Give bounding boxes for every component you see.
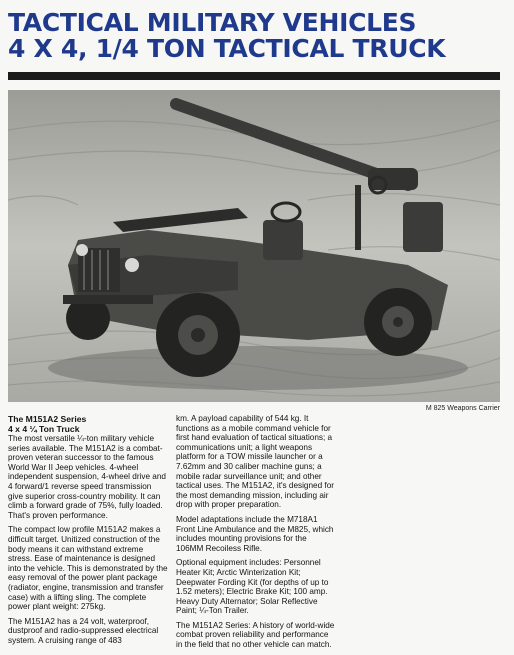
paragraph: km. A payload capability of 544 kg. It functions as a mobile command vehicle for first hand evaluation of tactical situations; a communications unit; a light weapons platform for a TOW missile launcher or a 7.62mm and 30 caliber machine guns; a mobile radar surveillance unit; and other tactical uses. The M151A2, it's designed for the most demanding mission, including air drop with proper preparation. xyxy=(176,414,334,510)
paragraph: The compact low profile M151A2 makes a difficult target. Unitized construction of the body means it can withstand extreme stress. Ease of maintenance is designed into the vehicle. This is demonstrated by the easy removal of the power plant package (radiator, engine, transmission and transfer case) with a lifting sling. The complete power plant weight: 275kg. xyxy=(8,525,168,612)
header-rule xyxy=(8,72,500,80)
paragraph: Model adaptations include the M718A1 Front Line Ambulance and the M825, which includes mounting provisions for the 106MM Recoiless Rifle. xyxy=(176,514,334,553)
vehicle-illustration xyxy=(8,90,500,402)
vehicle-photo xyxy=(8,90,500,402)
section-heading: The M151A2 Series xyxy=(8,414,87,424)
section-subheading: 4 x 4 ¼ Ton Truck xyxy=(8,424,80,434)
text-column-1 xyxy=(8,414,168,650)
title-line-1: TACTICAL MILITARY VEHICLES xyxy=(8,8,417,37)
photo-caption: M 825 Weapons Carrier xyxy=(425,405,500,412)
paragraph: The M151A2 has a 24 volt, waterproof, dustproof and radio-suppressed electrical system. A cruising range of 483 xyxy=(8,616,159,645)
page-header xyxy=(8,10,508,62)
text-column-2 xyxy=(176,414,336,655)
paragraph: The most versatile ¼-ton military vehicle series available. The M151A2 is a combat-proven veteran successor to the famous World War II Jeep vehicles. 4-wheel independent suspension, 4-wheel drive and 4 forward/1 reverse speed transmission give superior cross-country mobility. It can climb a forward grade of 75%, fully loaded. That's proven performance. xyxy=(8,434,166,520)
title-line-2: 4 X 4, 1/4 TON TACTICAL TRUCK xyxy=(8,34,446,63)
paragraph: Optional equipment includes: Personnel Heater Kit; Arctic Winterization Kit; Deepwater Fording Kit (for depths of up to 1.52 meters); Electric Brake Kit; 100 amp. Heavy Duty Alternator; Solar Reflective Paint; ¼-Ton Trailer. xyxy=(176,558,329,616)
paragraph: The M151A2 Series: A history of world-wide combat proven reliability and performance in the field that no other vehicle can match. xyxy=(176,620,335,650)
